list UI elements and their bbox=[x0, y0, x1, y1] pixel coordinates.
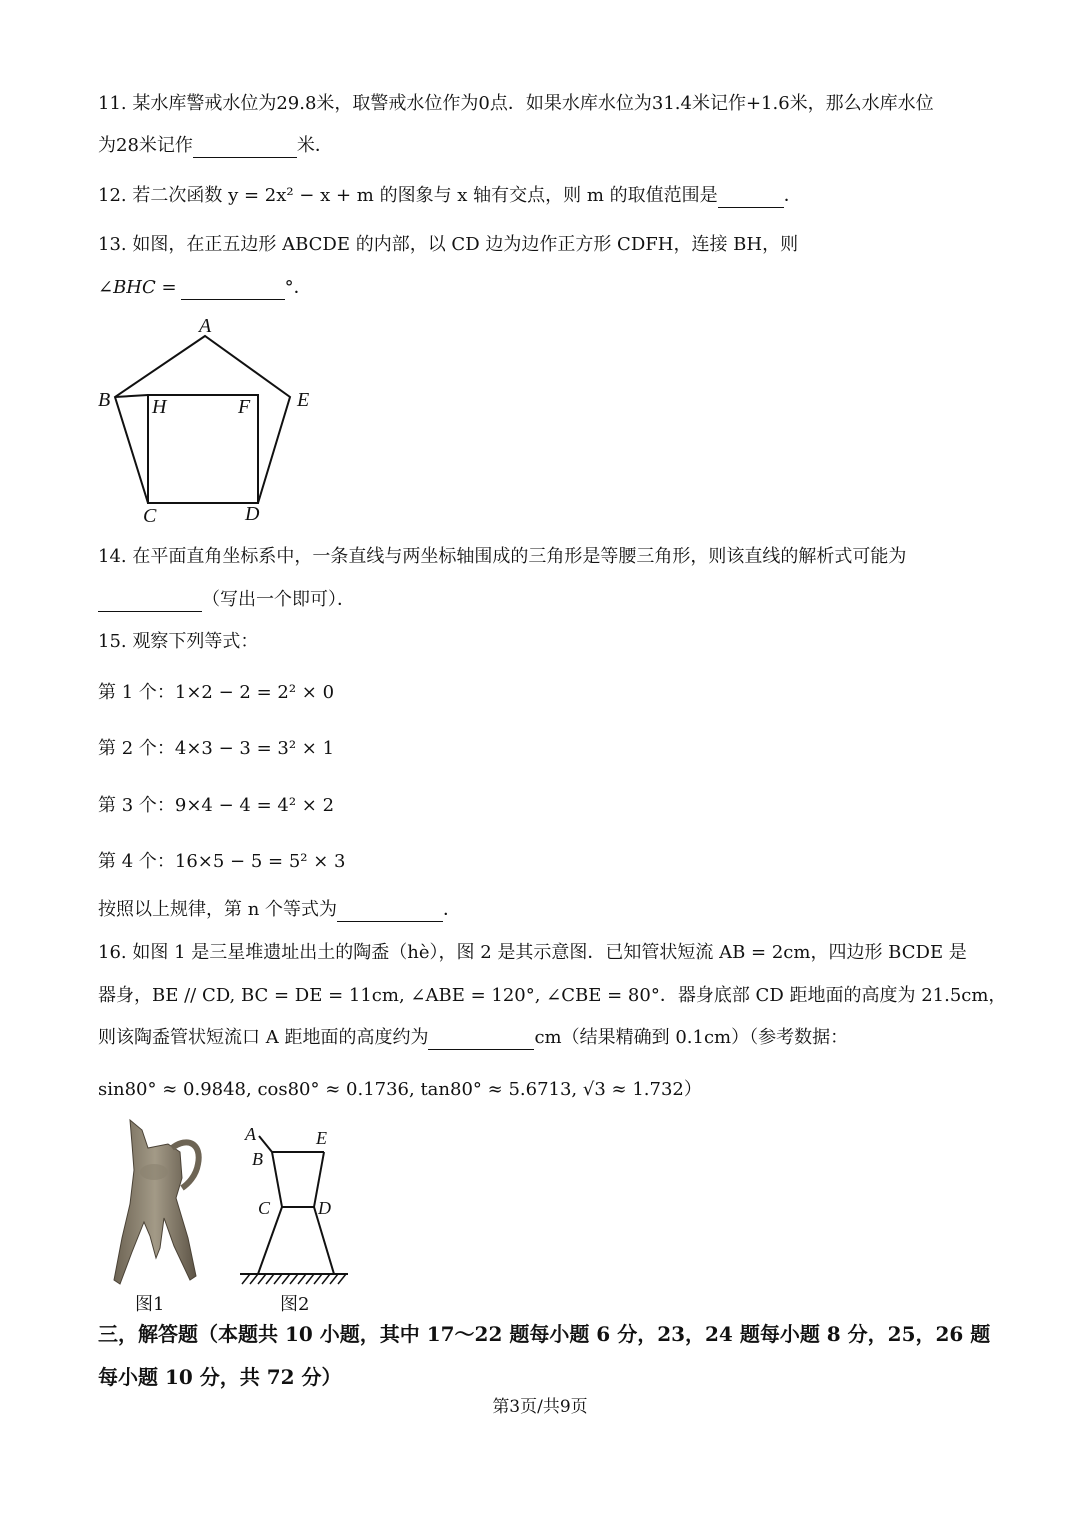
q11-answer-blank[interactable] bbox=[193, 137, 297, 158]
q15-ask-post: ． bbox=[443, 899, 462, 920]
q15-item-4: 第 4 个：16×5 − 5 = 5² × 3 bbox=[98, 851, 346, 872]
q15-item-1: 第 1 个：1×2 − 2 = 2² × 0 bbox=[98, 682, 335, 703]
segment-bh bbox=[115, 395, 148, 397]
q13-line1: 13. 如图，在正五边形 ABCDE 的内部，以 CD 边为边作正方形 CDFH，连接 BH，则 bbox=[98, 234, 799, 255]
segment-bc bbox=[272, 1152, 282, 1207]
page-footer: 第3页/共9页 bbox=[492, 1397, 588, 1417]
fig1-caption: 图1 bbox=[135, 1294, 165, 1315]
label-e: E bbox=[297, 389, 310, 411]
q11-line2 bbox=[98, 134, 333, 158]
section3-heading-line2: 每小题 10 分，共 72 分） bbox=[98, 1365, 342, 1389]
q15-item-3: 第 3 个：9×4 − 4 = 4² × 2 bbox=[98, 795, 335, 816]
q13-line2 bbox=[98, 276, 312, 300]
q16-line3-pre: 则该陶盉管状短流口 A 距地面的高度约为 bbox=[98, 1027, 429, 1048]
label-d: D bbox=[245, 503, 260, 525]
q14-answer-blank[interactable] bbox=[98, 591, 202, 612]
fig2-label-d: D bbox=[318, 1198, 331, 1218]
q14-line2-post: （写出一个即可）． bbox=[202, 589, 355, 610]
section3-heading-line1: 三，解答题（本题共 10 小题，其中 17～22 题每小题 6 分，23，24 题每小题 8 分，25，26 题 bbox=[98, 1322, 991, 1346]
q13-line2-post: °． bbox=[284, 277, 312, 298]
fig2-caption: 图2 bbox=[280, 1294, 310, 1315]
q12-answer-blank[interactable] bbox=[718, 187, 784, 208]
q16-line2: 器身，BE // CD, BC = DE = 11cm, ∠ABE = 120°, ∠CBE = 80°．器身底部 CD 距地面的高度为 21.5cm， bbox=[98, 985, 1007, 1006]
pentagon-abcde bbox=[115, 336, 290, 503]
q15-ask bbox=[98, 898, 461, 922]
q16-line3 bbox=[98, 1026, 848, 1050]
label-c: C bbox=[143, 505, 157, 527]
q14-line1: 14. 在平面直角坐标系中，一条直线与两坐标轴围成的三角形是等腰三角形，则该直线的解析式可能为 bbox=[98, 546, 907, 567]
q16-line4: sin80° ≈ 0.9848, cos80° ≈ 0.1736, tan80° ≈ 5.6713, √3 ≈ 1.732） bbox=[98, 1079, 702, 1100]
ground-hatching bbox=[242, 1274, 346, 1284]
q16-line1: 16. 如图 1 是三星堆遗址出土的陶盉（hè），图 2 是其示意图．已知管状短流 AB = 2cm，四边形 BCDE 是 bbox=[98, 942, 967, 963]
q13-line2-pre: ∠BHC = bbox=[98, 277, 177, 298]
q15-answer-blank[interactable] bbox=[337, 901, 443, 922]
q15-item-2: 第 2 个：4×3 − 3 = 3² × 1 bbox=[98, 738, 335, 759]
q15-intro: 15. 观察下列等式： bbox=[98, 631, 259, 652]
q13-answer-blank[interactable] bbox=[181, 279, 285, 300]
fig2-label-c: C bbox=[258, 1198, 271, 1218]
pottery-photo bbox=[108, 1118, 208, 1288]
label-f: F bbox=[238, 396, 251, 418]
q16-answer-blank[interactable] bbox=[428, 1029, 534, 1050]
fig2-label-e: E bbox=[316, 1128, 327, 1148]
label-a: A bbox=[199, 315, 212, 337]
q16-line3-post: cm（结果精确到 0.1cm）（参考数据： bbox=[534, 1027, 849, 1048]
q14-line2 bbox=[98, 588, 355, 612]
label-b: B bbox=[98, 389, 111, 411]
q11-line1: 11. 某水库警戒水位为29.8米，取警戒水位作为0点．如果水库水位为31.4米记作+1.6米，那么水库水位 bbox=[98, 93, 934, 114]
q15-ask-pre: 按照以上规律，第 n 个等式为 bbox=[98, 899, 338, 920]
q11-line2-post: 米． bbox=[296, 135, 333, 156]
label-h: H bbox=[152, 396, 167, 418]
vessel-schematic bbox=[232, 1122, 357, 1290]
q12-line bbox=[98, 184, 802, 208]
pentagon-figure bbox=[90, 310, 330, 535]
fig2-label-b: B bbox=[252, 1149, 263, 1169]
fig2-label-a: A bbox=[245, 1124, 256, 1144]
q11-line2-pre: 为28米记作 bbox=[98, 135, 193, 156]
q12-text: 12. 若二次函数 y = 2x² − x + m 的图象与 x 轴有交点，则 m 的取值范围是 bbox=[98, 185, 718, 206]
q12-post: ． bbox=[783, 185, 802, 206]
